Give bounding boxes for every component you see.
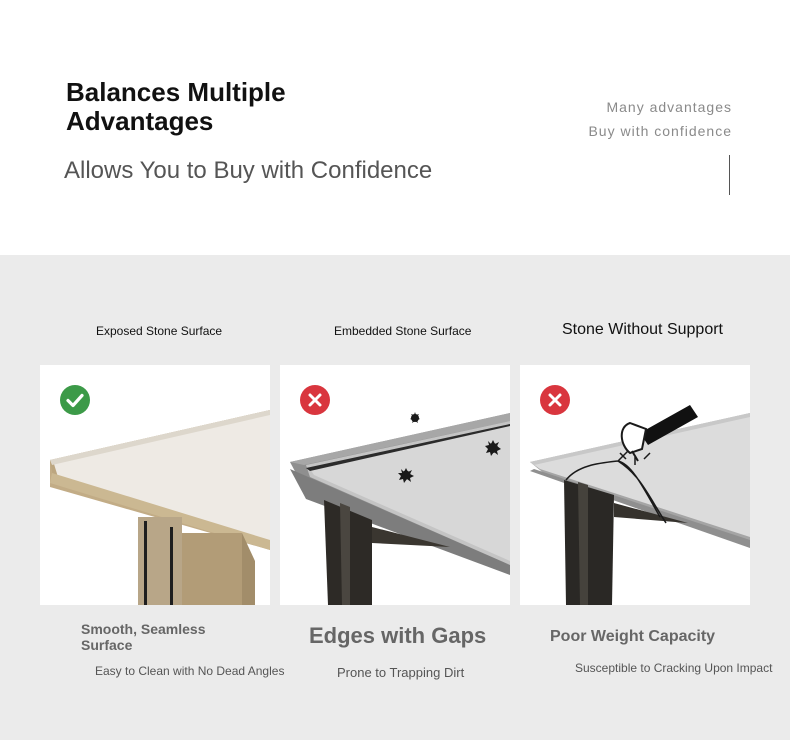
column-title-no-support: Stone Without Support: [562, 321, 723, 338]
dirt-spot-1: [410, 412, 420, 423]
table-image-no-support: [520, 365, 750, 605]
cross-icon: [300, 385, 330, 415]
subheadline: Allows You to Buy with Confidence: [64, 157, 433, 184]
status-badge-bad: [300, 385, 330, 415]
check-icon: [60, 385, 90, 415]
subcaption-embedded: Prone to Trapping Dirt: [337, 665, 465, 680]
column-title-exposed: Exposed Stone Surface: [96, 324, 223, 338]
subcaption-no-support: Susceptible to Cracking Upon Impact: [575, 661, 773, 675]
caption-exposed: Smooth, Seamless Surface: [81, 621, 206, 653]
table-image-exposed: [40, 365, 270, 605]
status-badge-bad: [540, 385, 570, 415]
status-badge-ok: [60, 385, 90, 415]
caption-no-support: Poor Weight Capacity: [550, 628, 716, 645]
headline: Balances Multiple Advantages: [66, 77, 286, 136]
comparison-section: [0, 255, 790, 740]
header-section: [0, 0, 790, 255]
tagline-advantages: Many advantages: [606, 99, 732, 115]
caption-embedded: Edges with Gaps: [309, 623, 487, 648]
vertical-divider: [729, 155, 730, 195]
column-title-embedded: Embedded Stone Surface: [334, 324, 472, 338]
tagline-confidence: Buy with confidence: [588, 123, 732, 139]
table-image-embedded: [280, 365, 510, 605]
subcaption-exposed: Easy to Clean with No Dead Angles: [95, 664, 285, 678]
cross-icon: [540, 385, 570, 415]
